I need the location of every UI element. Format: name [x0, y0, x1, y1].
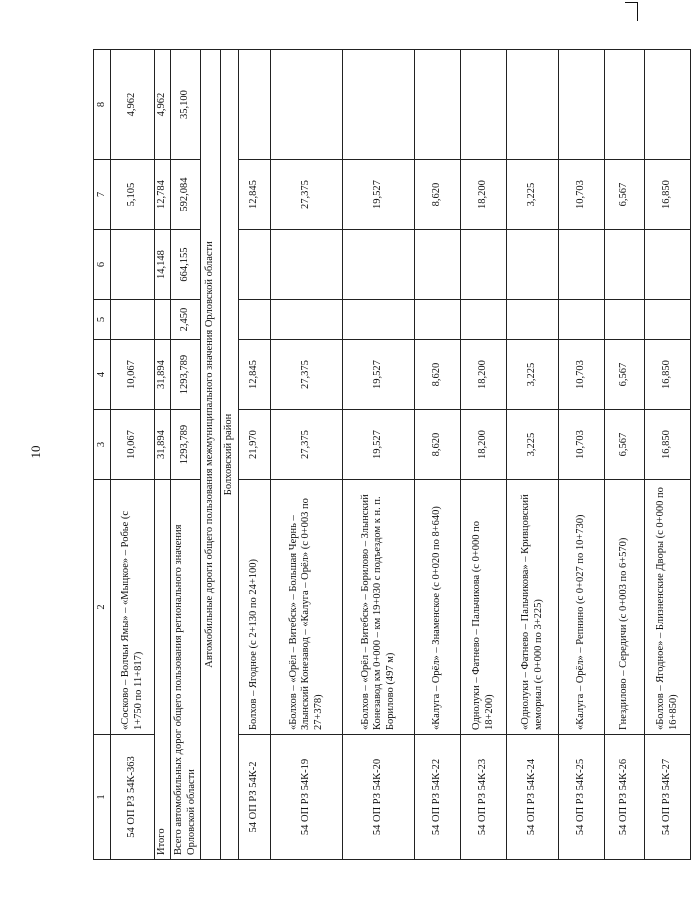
total-row [171, 50, 201, 860]
road-id: 54 ОП РЗ 54К-24 [507, 735, 559, 860]
cell-value [239, 50, 271, 160]
road-id: 54 ОП РЗ 54К-22 [415, 735, 461, 860]
section-title: Автомобильные дороги общего пользования межмуниципального значения Орловской области [201, 50, 221, 860]
cell-value: 18,200 [461, 410, 507, 480]
col-header: 6 [94, 230, 111, 300]
cell-value [461, 300, 507, 340]
table-row [343, 50, 415, 860]
cell-value: 10,067 [111, 410, 155, 480]
table-row [605, 50, 645, 860]
cell-value: 27,375 [271, 410, 343, 480]
road-name: «Калуга – Орёл» – Репнино (с 0+027 по 10+730) [559, 480, 605, 735]
cell-value [507, 300, 559, 340]
col-header: 1 [94, 735, 111, 860]
cell-value: 8,620 [415, 160, 461, 230]
cell-value [343, 300, 415, 340]
rotated-table-container [93, 50, 679, 860]
cell-value [559, 50, 605, 160]
col-header: 5 [94, 300, 111, 340]
cell-value: 3,225 [507, 410, 559, 480]
cell-value: 5,105 [111, 160, 155, 230]
cell-value: 3,225 [507, 160, 559, 230]
road-name: «Болхов – «Орёл – Витебск» – Борилово – Злынский Конезавод км 0+000 – км 19+030 с подъездом к н. п. Борилово (497 м) [343, 480, 415, 735]
cell-value: 8,620 [415, 340, 461, 410]
cell-value: 6,567 [605, 160, 645, 230]
cell-value: 6,567 [605, 410, 645, 480]
cell-value: 31,894 [155, 410, 171, 480]
cell-value: 4,962 [155, 50, 171, 160]
cell-value: 10,703 [559, 340, 605, 410]
road-id: 54 ОП РЗ 54К-20 [343, 735, 415, 860]
cell-value: 16,850 [645, 160, 691, 230]
cell-value: 6,567 [605, 340, 645, 410]
cell-value [507, 50, 559, 160]
cell-value [645, 50, 691, 160]
cell-value [155, 300, 171, 340]
cell-value: 1293,789 [171, 410, 201, 480]
table-row [271, 50, 343, 860]
district-title: Болховский район [221, 50, 239, 860]
table-row [111, 50, 155, 860]
cell-value: 2,450 [171, 300, 201, 340]
cell-value [271, 300, 343, 340]
table-row [461, 50, 507, 860]
cell-value [271, 50, 343, 160]
col-header: 3 [94, 410, 111, 480]
road-name: «Однолуки – Фатнево – Пальчикова» – Кривцовский мемориал (с 0+000 по 3+225) [507, 480, 559, 735]
cell-value: 12,845 [239, 340, 271, 410]
col-header: 2 [94, 480, 111, 735]
cell-value: 12,784 [155, 160, 171, 230]
cell-value [415, 300, 461, 340]
cell-value: 27,375 [271, 340, 343, 410]
header-row [94, 50, 111, 860]
corner-mark [625, 2, 638, 21]
cell-value: 31,894 [155, 340, 171, 410]
cell-value [645, 300, 691, 340]
cell-value [111, 300, 155, 340]
cell-value [507, 230, 559, 300]
cell-value: 27,375 [271, 160, 343, 230]
table-row [645, 50, 691, 860]
section-row [201, 50, 221, 860]
cell-value: 35,100 [171, 50, 201, 160]
cell-value [271, 230, 343, 300]
cell-value [559, 300, 605, 340]
road-name: Гнездилово – Середичи (с 0+003 по 6+570) [605, 480, 645, 735]
road-id: 54 ОП РЗ 54К-19 [271, 735, 343, 860]
cell-value [645, 230, 691, 300]
cell-value: 19,527 [343, 410, 415, 480]
cell-value: 14,148 [155, 230, 171, 300]
subtotal-row [155, 50, 171, 860]
cell-value: 18,200 [461, 340, 507, 410]
cell-value [239, 230, 271, 300]
road-id: 54 ОП РЗ 54К-25 [559, 735, 605, 860]
cell-value: 19,527 [343, 340, 415, 410]
cell-value: 18,200 [461, 160, 507, 230]
cell-value [461, 230, 507, 300]
cell-value [343, 230, 415, 300]
col-header: 4 [94, 340, 111, 410]
cell-value: 8,620 [415, 410, 461, 480]
road-name: «Сосково – Волчьи Ямы» – «Мыцкое» – Робье (с 1+750 по 11+817) [111, 480, 155, 735]
road-name: «Болхов – «Орёл – Витебск» – Большая Чернь – Злынский Конезавод – «Калуга – Орёл» (с 0+003 по 27+378) [271, 480, 343, 735]
road-name: «Болхов – Ягодное» – Близненские Дворы (с 0+000 по 16+850) [645, 480, 691, 735]
district-row [221, 50, 239, 860]
cell-value: 12,845 [239, 160, 271, 230]
road-name: Однолуки – Фатнево – Пальчикова (с 0+000 по 18+200) [461, 480, 507, 735]
col-header: 8 [94, 50, 111, 160]
cell-value: 19,527 [343, 160, 415, 230]
road-id: 54 ОП РЗ 54К-26 [605, 735, 645, 860]
cell-value: 21,970 [239, 410, 271, 480]
cell-value [559, 230, 605, 300]
cell-value: 3,225 [507, 340, 559, 410]
cell-value: 1293,789 [171, 340, 201, 410]
total-label: Всего автомобильных дорог общего пользования регионального значения Орловской области [171, 480, 201, 860]
cell-value [415, 230, 461, 300]
table-row [559, 50, 605, 860]
cell-value [605, 230, 645, 300]
road-id: 54 ОП РЗ 54К-2 [239, 735, 271, 860]
subtotal-label: Итого [155, 480, 171, 860]
cell-value [461, 50, 507, 160]
cell-value: 16,850 [645, 340, 691, 410]
cell-value: 664,155 [171, 230, 201, 300]
cell-value [239, 300, 271, 340]
road-name: «Калуга – Орёл» – Знаменское (с 0+020 по 8+640) [415, 480, 461, 735]
road-id: 54 ОП РЗ 54К-27 [645, 735, 691, 860]
cell-value [111, 230, 155, 300]
table-row [239, 50, 271, 860]
cell-value [605, 50, 645, 160]
cell-value: 592,084 [171, 160, 201, 230]
cell-value: 10,703 [559, 160, 605, 230]
cell-value: 16,850 [645, 410, 691, 480]
cell-value [415, 50, 461, 160]
road-name: Болхов – Ягодное (с 2+130 по 24+100) [239, 480, 271, 735]
table-row [507, 50, 559, 860]
cell-value: 4,962 [111, 50, 155, 160]
roads-table [93, 49, 691, 860]
col-header: 7 [94, 160, 111, 230]
cell-value [605, 300, 645, 340]
cell-value [343, 50, 415, 160]
cell-value: 10,703 [559, 410, 605, 480]
road-id: 54 ОП РЗ 54К-363 [111, 735, 155, 860]
page-number: 10 [28, 445, 43, 459]
road-id: 54 ОП РЗ 54К-23 [461, 735, 507, 860]
cell-value: 10,067 [111, 340, 155, 410]
table-row [415, 50, 461, 860]
